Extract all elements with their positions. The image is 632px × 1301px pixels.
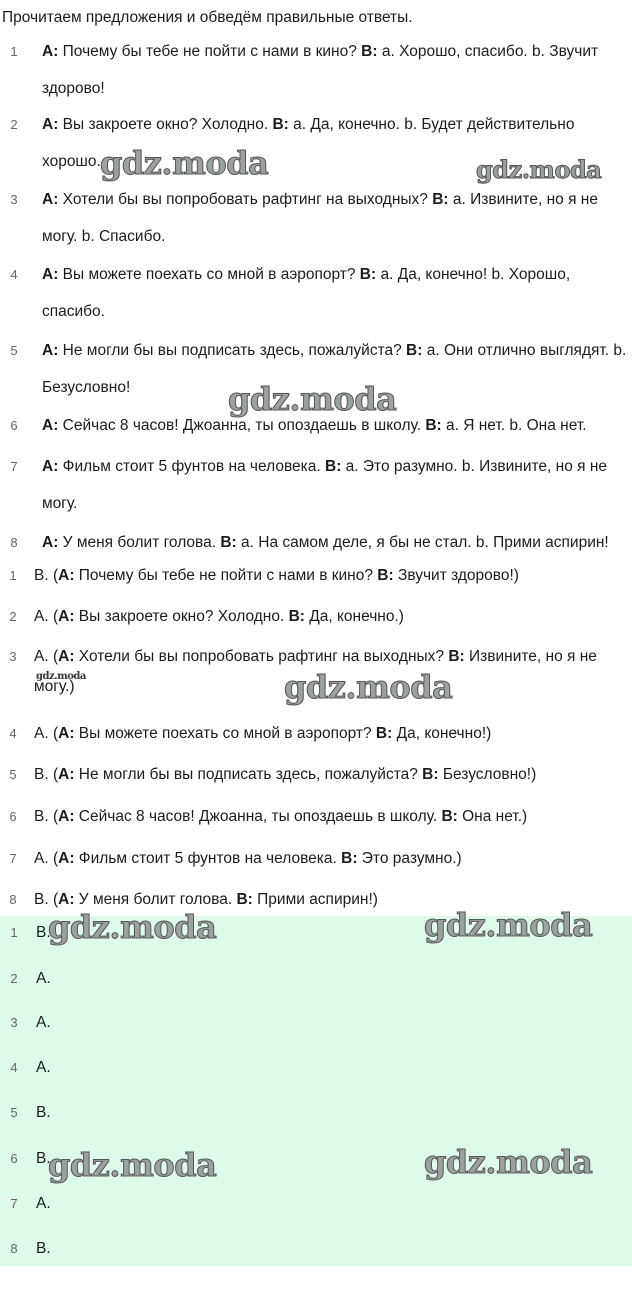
question-text: Сейчас 8 часов! Джоанна, ты опоздаешь в школу. [74, 808, 442, 825]
instruction-text: Прочитаем предложения и обведём правильные ответы. [2, 9, 413, 26]
answer-letter: B. ( [34, 567, 59, 584]
speaker-a: A: [58, 608, 75, 625]
item-number: 1 [10, 925, 18, 940]
answer-key-letter: B. [36, 1150, 51, 1167]
watermark-logo: gdz.moda [476, 155, 602, 184]
speaker-b: B: [272, 116, 289, 133]
answer-key-item [8, 964, 608, 994]
speaker-a: A: [58, 891, 75, 908]
speaker-a: A: [42, 191, 59, 208]
answer-options: a. Это разумно. b. Извините, но я не могу. [42, 458, 608, 512]
question-item [8, 33, 630, 107]
speaker-a: A: [42, 417, 59, 434]
speaker-b: B: [325, 458, 342, 475]
item-number: 3 [10, 192, 18, 207]
item-number: 4 [10, 267, 18, 282]
speaker-b: B: [406, 342, 423, 359]
watermark-logo: gdz.moda [36, 671, 86, 682]
speaker-b: B: [422, 766, 439, 783]
question-item [8, 524, 630, 561]
speaker-a: A: [58, 567, 75, 584]
item-number: 7 [9, 851, 17, 866]
answer-item [8, 800, 630, 833]
answer-text: Безусловно!) [438, 766, 537, 783]
answer-letter: A. ( [34, 725, 59, 742]
item-number: 6 [10, 1151, 18, 1166]
item-number: 5 [10, 343, 18, 358]
answer-key-item [8, 1234, 608, 1264]
question-text: Почему бы тебе не пойти с нами в кино? [74, 567, 378, 584]
watermark-logo: gdz.moda [48, 1146, 217, 1184]
answer-text: Прими аспирин!) [252, 891, 378, 908]
answer-key-letter: A. [36, 1059, 51, 1076]
answer-text: Звучит здорово!) [393, 567, 519, 584]
item-number: 5 [9, 767, 17, 782]
speaker-a: A: [42, 43, 59, 60]
question-text: Не могли бы вы подписать здесь, пожалуйста? [58, 342, 407, 359]
watermark-logo: gdz.moda [424, 1143, 593, 1181]
answer-options: a. Да, конечно. b. Будет действительно хорошо. [42, 116, 575, 170]
answer-item [8, 600, 630, 633]
answer-key-item [8, 1189, 608, 1219]
item-number: 6 [9, 809, 17, 824]
question-text: Хотели бы вы попробовать рафтинг на выходных? [74, 648, 449, 665]
question-text: Вы можете поехать со мной в аэропорт? [58, 266, 360, 283]
speaker-b: B: [341, 850, 358, 867]
answer-key-letter: B. [36, 924, 51, 941]
speaker-a: A: [58, 808, 75, 825]
question-text: Фильм стоит 5 фунтов на человека. [58, 458, 325, 475]
answer-letter: B. ( [34, 766, 59, 783]
answer-item [8, 559, 630, 592]
answer-key-letter: A. [36, 1195, 51, 1212]
speaker-b: B: [359, 266, 377, 283]
question-item [8, 256, 630, 330]
question-text: Почему бы тебе не пойти с нами в кино? [58, 43, 362, 60]
answer-options: a. Они отлично выглядят. b. Безусловно! [42, 342, 627, 396]
question-text: У меня болит голова. [74, 891, 237, 908]
answer-text: Да, конечно.) [304, 608, 404, 625]
speaker-a: A: [42, 534, 59, 551]
answer-letter: A. ( [34, 608, 59, 625]
question-text: Вы закроете окно? Холодно. [74, 608, 289, 625]
speaker-b: B: [361, 43, 378, 60]
speaker-a: A: [58, 766, 75, 783]
item-number: 7 [10, 459, 18, 474]
item-number: 3 [9, 649, 17, 664]
item-number: 3 [10, 1015, 18, 1030]
watermark-logo: gdz.moda [284, 668, 453, 706]
answer-key-letter: B. [36, 1104, 51, 1121]
speaker-a: A: [42, 458, 59, 475]
speaker-b: B: [220, 534, 237, 551]
speaker-b: B: [375, 725, 393, 742]
answer-item [8, 842, 630, 875]
answer-item [8, 717, 630, 750]
speaker-b: B: [432, 191, 449, 208]
item-number: 8 [10, 535, 18, 550]
speaker-b: B: [441, 808, 458, 825]
question-text: Фильм стоит 5 фунтов на человека. [74, 850, 342, 867]
answer-key-item [8, 1098, 608, 1128]
answer-key-item [8, 1008, 608, 1038]
answer-letter: B. ( [34, 808, 59, 825]
answer-key-letter: A. [36, 1014, 51, 1031]
item-number: 5 [10, 1105, 18, 1120]
item-number: 4 [9, 726, 17, 741]
answer-options: a. Хорошо, спасибо. b. Звучит здорово! [42, 43, 599, 97]
item-number: 1 [10, 44, 18, 59]
speaker-a: A: [42, 342, 59, 359]
answer-options: a. Я нет. b. Она нет. [441, 417, 587, 434]
item-number: 7 [10, 1196, 18, 1211]
question-text: Хотели бы вы попробовать рафтинг на выходных? [58, 191, 433, 208]
answer-key-item [8, 1053, 608, 1083]
question-text: Вы можете поехать со мной в аэропорт? [74, 725, 376, 742]
answer-text: Это разумно.) [357, 850, 462, 867]
speaker-b: B: [288, 608, 305, 625]
speaker-b: B: [236, 891, 253, 908]
question-text: Вы закроете окно? Холодно. [58, 116, 273, 133]
answer-letter: A. ( [34, 850, 59, 867]
question-item [8, 181, 630, 255]
watermark-logo: gdz.moda [424, 906, 593, 944]
question-text: Сейчас 8 часов! Джоанна, ты опоздаешь в школу. [58, 417, 426, 434]
speaker-a: A: [58, 648, 75, 665]
watermark-logo: gdz.moda [100, 144, 269, 182]
watermark-logo: gdz.moda [228, 380, 397, 418]
item-number: 2 [10, 971, 18, 986]
answer-item [8, 758, 630, 791]
answer-options: a. На самом деле, я бы не стал. b. Прими аспирин! [236, 534, 609, 551]
item-number: 1 [9, 568, 17, 583]
speaker-b: B: [425, 417, 442, 434]
answer-key-letter: A. [36, 970, 51, 987]
answer-key-letter: B. [36, 1240, 51, 1257]
answer-options: a. Да, конечно! b. Хорошо, спасибо. [42, 266, 571, 320]
item-number: 2 [9, 609, 17, 624]
question-text: Не могли бы вы подписать здесь, пожалуйста? [74, 766, 423, 783]
speaker-b: B: [448, 648, 465, 665]
item-number: 8 [10, 1241, 18, 1256]
item-number: 2 [10, 117, 18, 132]
answer-text: Она нет.) [457, 808, 528, 825]
question-text: У меня болит голова. [58, 534, 221, 551]
speaker-a: A: [42, 116, 59, 133]
answer-letter: A. ( [34, 648, 59, 665]
speaker-a: A: [42, 266, 59, 283]
item-number: 6 [10, 418, 18, 433]
answer-text: Да, конечно!) [392, 725, 492, 742]
watermark-logo: gdz.moda [48, 908, 217, 946]
speaker-a: A: [58, 850, 75, 867]
answer-letter: B. ( [34, 891, 59, 908]
speaker-b: B: [377, 567, 394, 584]
speaker-a: A: [58, 725, 75, 742]
item-number: 4 [10, 1060, 18, 1075]
item-number: 8 [9, 892, 17, 907]
question-item [8, 448, 630, 522]
answer-text: Извините, но я не могу.) [34, 648, 597, 695]
answer-options: a. Извините, но я не могу. b. Спасибо. [42, 191, 598, 245]
